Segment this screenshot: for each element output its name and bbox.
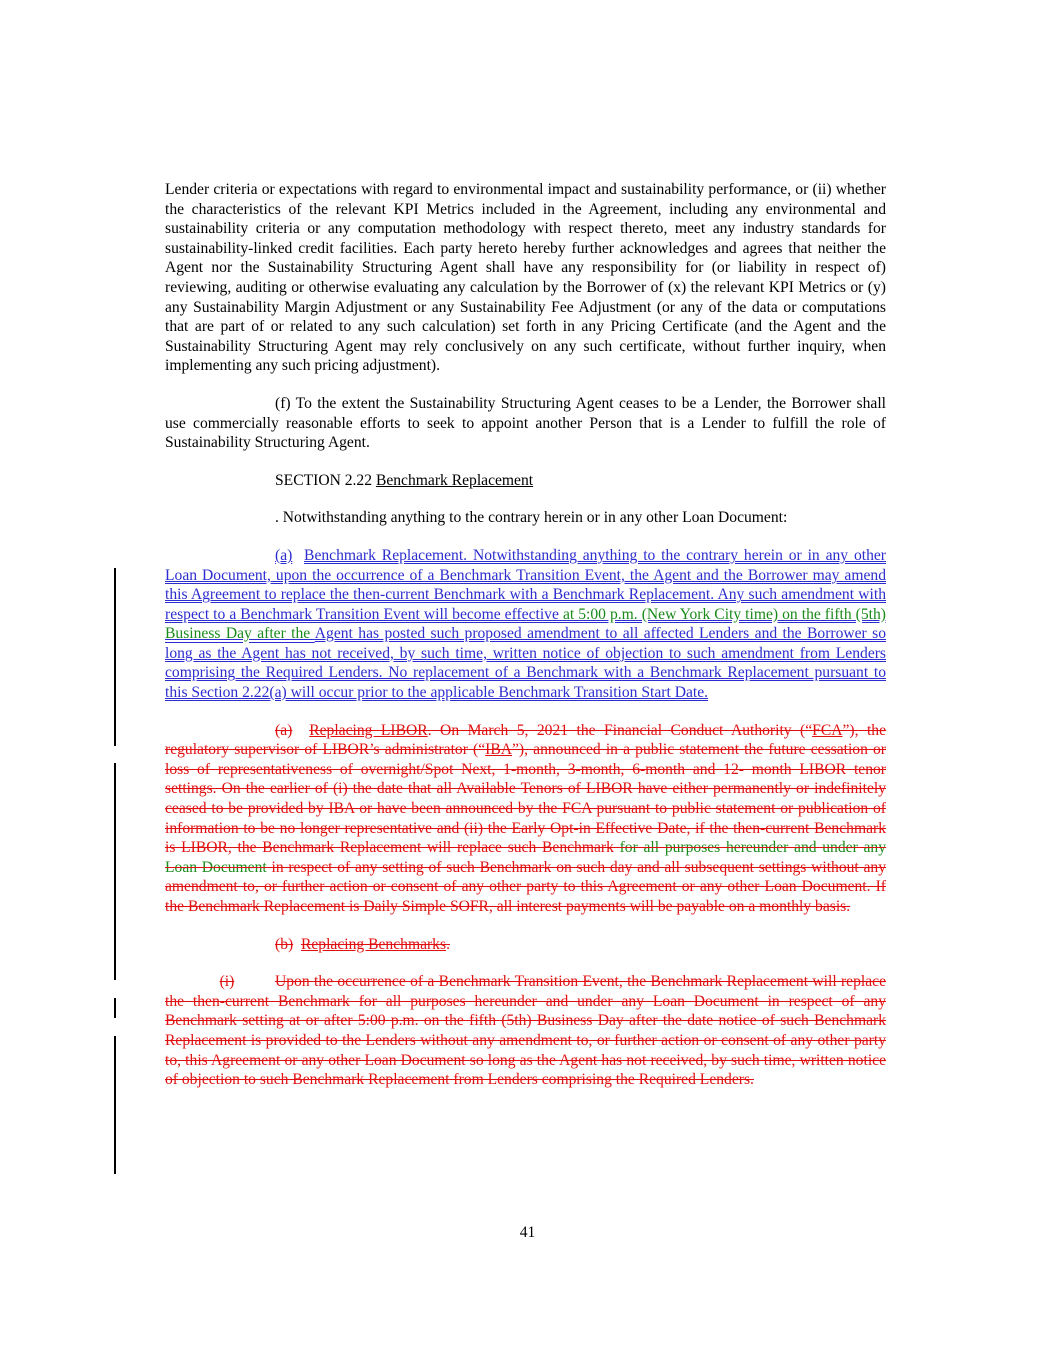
deleted-text-b: ”), the regulatory supervisor of LIBOR’s administrator (“	[165, 721, 887, 759]
change-bar-inserted	[114, 568, 116, 746]
moved-text: at 5:00 p.m. (New York City time) on the fifth (5th) Business Day after the	[165, 605, 886, 643]
deleted-heading-b: Replacing Benchmarks	[300, 935, 447, 953]
deleted-text-i: Upon the occurrence of a Benchmark Transition Event, the Benchmark Replacement will replace the then-current Benchmark for all purposes hereunder and under any Loan Document in respect of any Benchmark setting at or after 5:00 p.m. on the fifth (5th) Business Day after the date notice of such Benchmark Replacement is provided to the Lenders without any amendment to, or further action or consent of any other party to, this Agreement or any other Loan Document so long as the Agent has not received, by such time, written notice of objection to such Benchmark Replacement from Lenders comprising the Required Lenders.	[165, 973, 886, 1089]
deleted-iba: IBA	[485, 741, 513, 759]
deleted-text-c: ”), announced in a public statement the future cessation or loss of representativeness of overnight/Spot Next, 1-month, 3-month, 6-month and 12- month LIBOR tenor settings. On the earlier of (i) the date that all Available Tenors of LIBOR have either permanently or indefinitely ceased to be provided by IBA or have been announced by the FCA pursuant to public statement or publication of information to be no longer representative and (ii) the Early Opt-in Effective Date, if the then-current Benchmark is LIBOR, the Benchmark Replacement will replace such Benchmark	[165, 741, 887, 857]
change-bar-deleted-a	[114, 763, 116, 980]
inserted-label: (a)	[275, 546, 293, 564]
deleted-fca: FCA	[812, 721, 843, 739]
deleted-label: (a)	[275, 721, 293, 739]
deleted-text-d: in respect of any setting of such Benchmark on such day and all subsequent settings without any amendment to, or further action or consent of any other party to this Agreement or any other Loan Document. If the Benchmark Replacement is Daily Simple SOFR, all interest payments will be payable on a monthly basis.	[165, 858, 886, 915]
inserted-paragraph-a	[165, 546, 886, 703]
document-page	[165, 180, 886, 1090]
page-number: 41	[519, 1224, 536, 1241]
section-number: SECTION 2.22	[275, 471, 376, 489]
deleted-label-i: (i)	[219, 973, 235, 991]
inserted-text-b: Agent has posted such proposed amendment to all affected Lenders and the Borrower so long as the Agent has not received, by such time, written notice of objection to such amendment from Lenders comprising the Required Lenders. No replacement of a Benchmark with a Benchmark Replacement pursuant to this Section 2.22(a) will occur prior to the applicable Benchmark Transition Start Date.	[165, 625, 887, 702]
deleted-paragraph-b	[165, 935, 886, 955]
deleted-paragraph-i	[165, 972, 886, 1090]
deleted-tail-b: .	[446, 935, 450, 953]
inserted-text-a: Benchmark Replacement. Notwithstanding anything to the contrary herein or in any other Loan Document, upon the occurrence of a Benchmark Transition Event, the Agent and the Borrower may amend this Agreement to replace the then-current Benchmark with a Benchmark Replacement. Any such amendment with respect to a Benchmark Transition Event will become effective	[165, 546, 886, 623]
paragraph-f: (f) To the extent the Sustainability Structuring Agent ceases to be a Lender, the Borrower shall use commercially reasonable efforts to seek to appoint another Person that is a Lender to fulfill the role of Sustainability Structuring Agent.	[165, 394, 886, 452]
deleted-paragraph-a	[165, 721, 886, 917]
deleted-text-a: . On March 5, 2021 the Financial Conduct Authority (“	[427, 721, 813, 739]
section-heading	[165, 471, 886, 491]
change-bar-deleted-b	[114, 998, 116, 1018]
change-bar-deleted-i	[114, 1036, 116, 1174]
paragraph-continuation: Lender criteria or expectations with regard to environmental impact and sustainability performance, or (ii) whether the characteristics of the relevant KPI Metrics included in the Agreement, including any environmental and sustainability criteria or any computation methodology with respect thereto, meet any industry standards for sustainability-linked credit facilities. Each party hereto hereby further acknowledges and agrees that neither the Agent nor the Sustainability Structuring Agent shall have any responsibility for (or liability in respect of) reviewing, auditing or otherwise evaluating any calculation by the Borrower of (x) the relevant KPI Metrics or (y) any Sustainability Margin Adjustment or any Sustainability Fee Adjustment (or any of the data or computations that are part of or related to any such calculation) set forth in any Pricing Certificate (and the Agent and the Sustainability Structuring Agent may rely conclusively on any such certificate, without further inquiry, when implementing any such pricing adjustment).	[165, 181, 886, 375]
paragraph-notwithstanding: . Notwithstanding anything to the contrary herein or in any other Loan Document:	[275, 509, 788, 527]
deleted-label-b: (b)	[275, 935, 294, 953]
deleted-heading: Replacing LIBOR	[309, 721, 428, 739]
deleted-moved-text: for all purposes hereunder and under any Loan Document	[165, 839, 886, 876]
section-title: Benchmark Replacement	[375, 471, 534, 489]
